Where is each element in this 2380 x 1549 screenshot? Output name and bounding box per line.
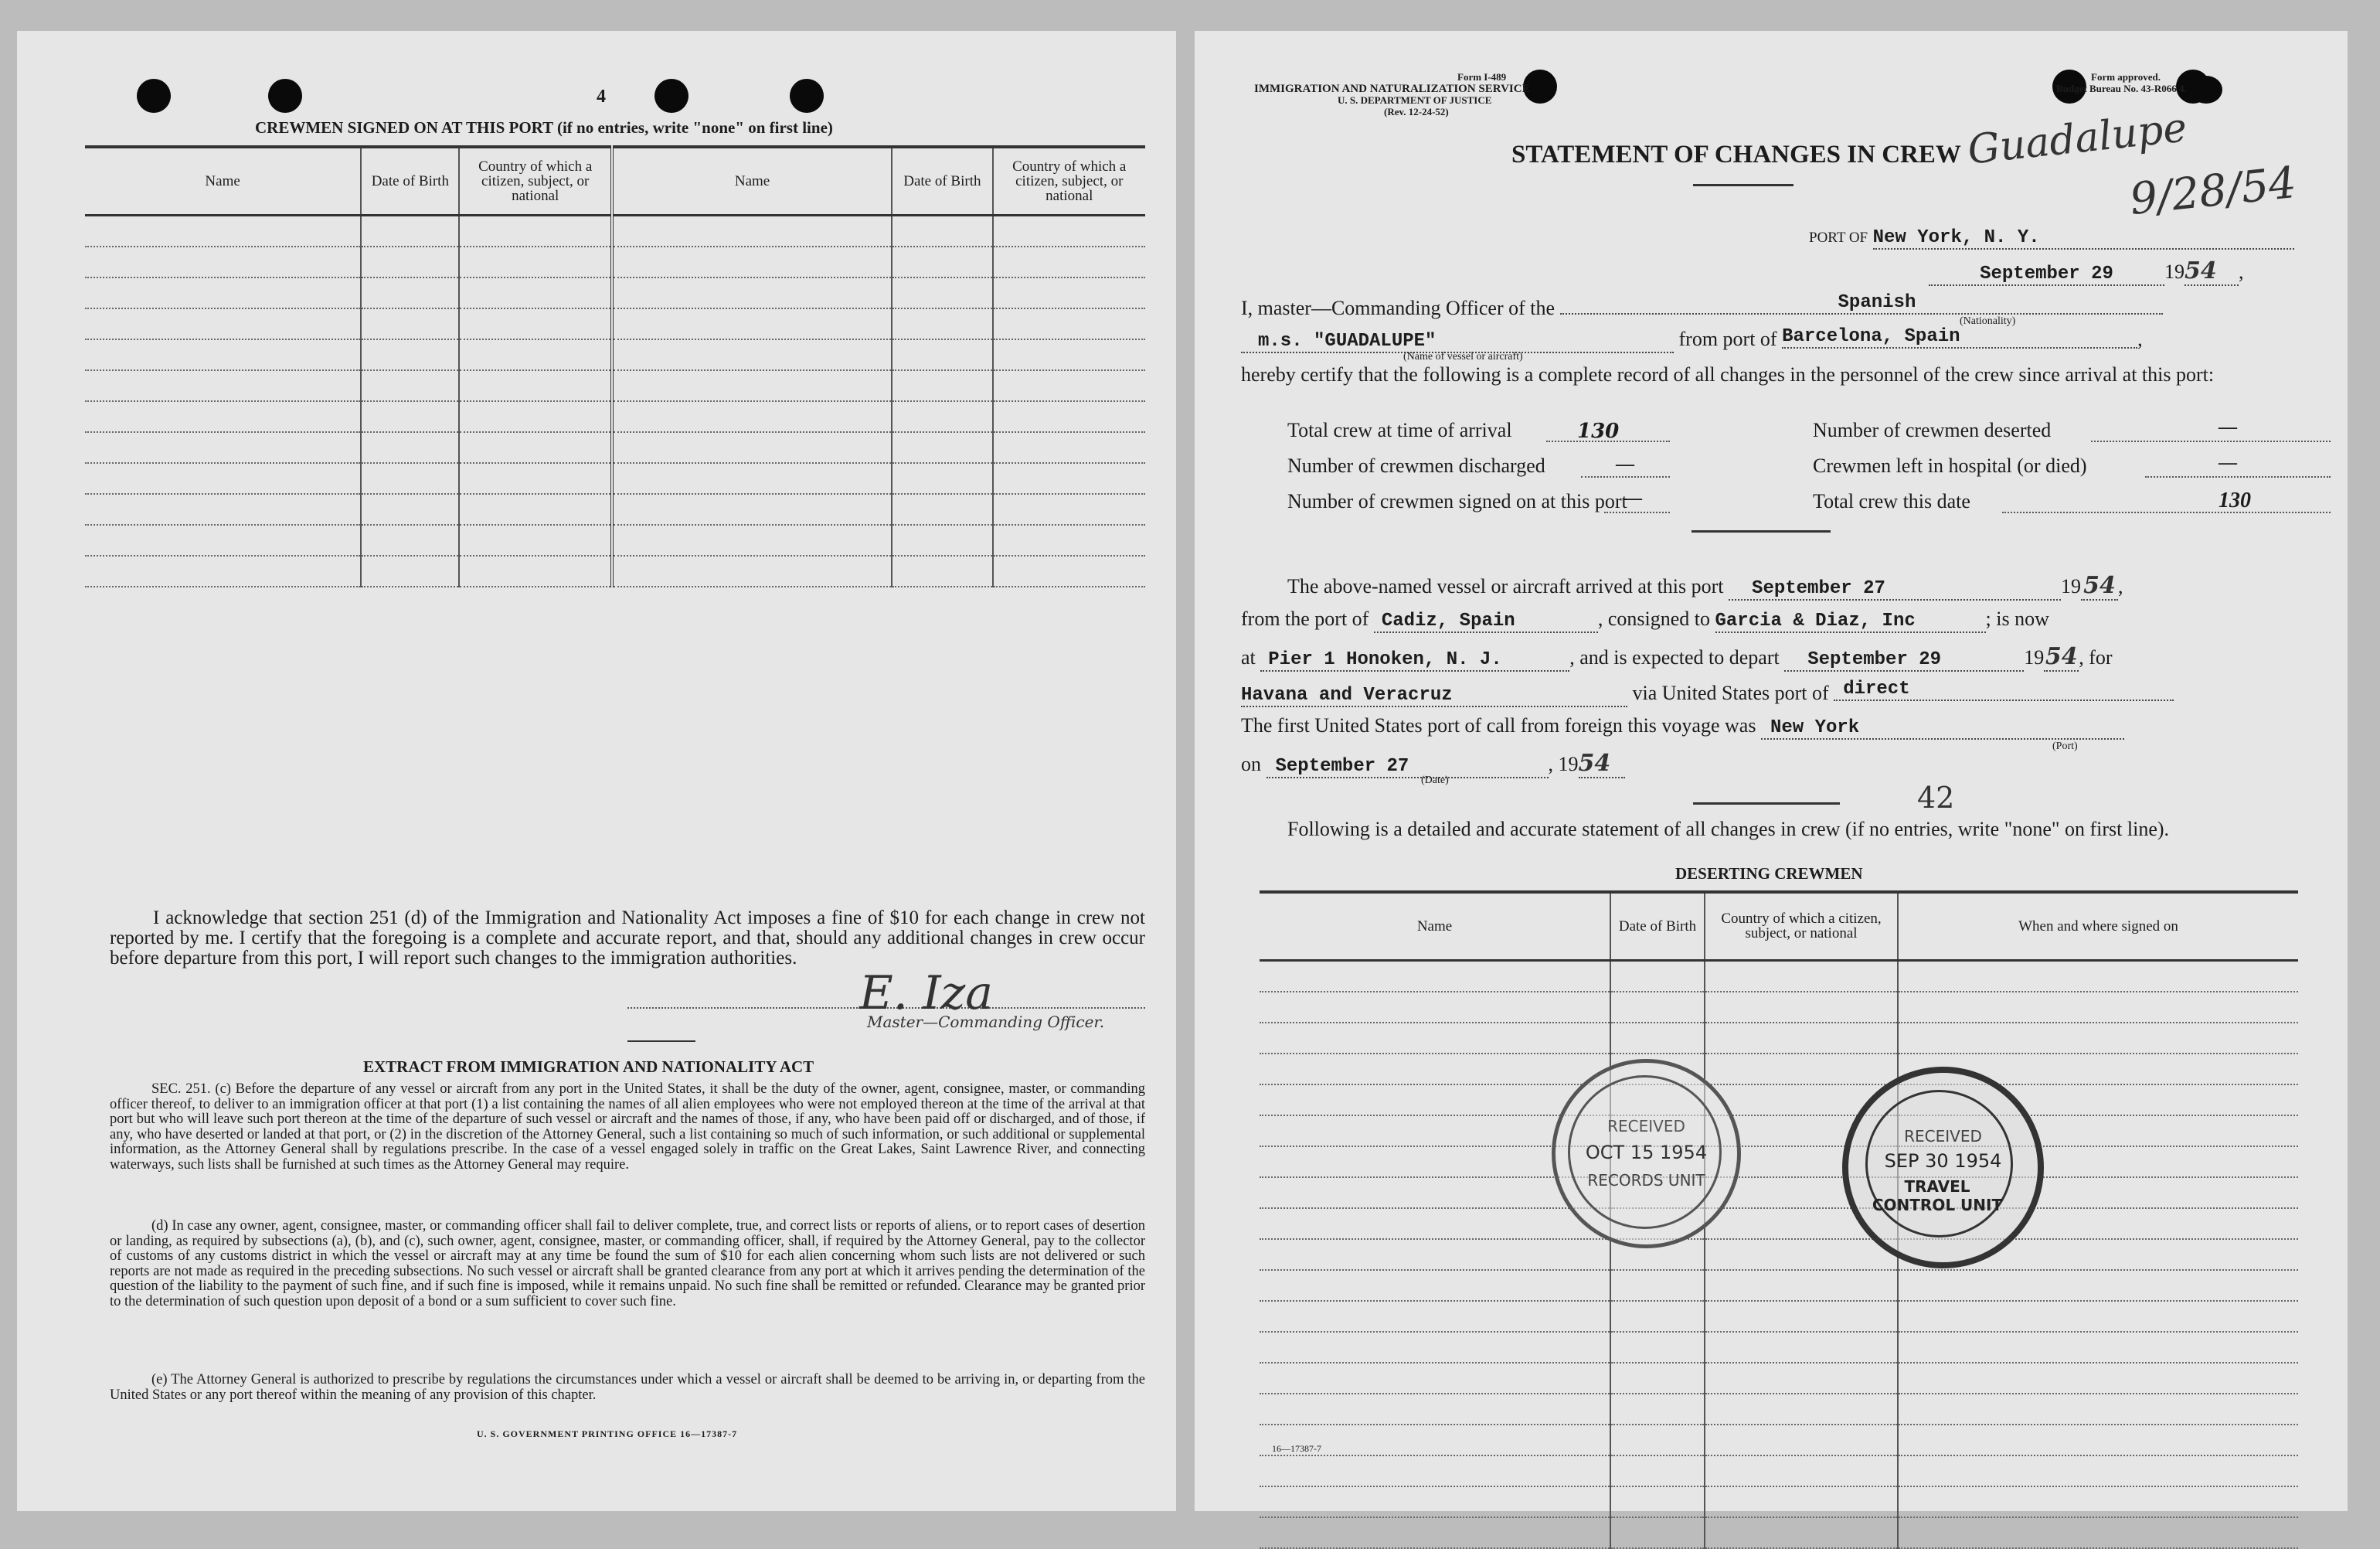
table-cell — [1260, 1517, 1610, 1548]
leader — [2002, 512, 2331, 513]
total-arrival-label: Total crew at time of arrival — [1287, 419, 1512, 441]
stamp-unit: TRAVEL CONTROL UNIT — [1872, 1177, 2003, 1214]
date-caption: (Date) — [1421, 774, 1449, 786]
table-cell — [459, 339, 611, 370]
table-cell — [361, 339, 459, 370]
table-row — [1260, 1023, 2298, 1054]
table-body — [1260, 960, 2298, 1548]
stamp-received: RECEIVED — [1607, 1117, 1685, 1135]
stamp-date: SEP 30 1954 — [1884, 1150, 2002, 1172]
table-row — [1260, 1455, 2298, 1486]
table-cell — [1610, 992, 1705, 1023]
signed-on-value: — — [1624, 489, 1642, 509]
table-row — [85, 339, 1145, 370]
table-cell — [612, 432, 892, 463]
master-text: I, master—Commanding Officer of the — [1241, 297, 1556, 319]
table-cell — [1260, 960, 1610, 992]
table-row — [1260, 1301, 2298, 1332]
punch-hole — [137, 79, 171, 113]
table-cell — [612, 277, 892, 308]
col-country: Country of which a citizen, subject, or national — [993, 147, 1146, 215]
total-date-label: Total crew this date — [1813, 490, 1970, 512]
table-row — [1260, 1146, 2298, 1177]
table-cell — [85, 556, 361, 587]
col-date-of-birth: Date of Birth — [1610, 892, 1705, 960]
table-cell — [1898, 1394, 2298, 1425]
signature: E. Iza — [859, 966, 994, 1020]
table-row — [85, 525, 1145, 556]
leader — [2145, 476, 2331, 478]
table-cell — [85, 247, 361, 277]
form-number: Form I-489 — [1457, 71, 1507, 83]
arrived-text: The above-named vessel or aircraft arrived at this port — [1287, 575, 1724, 597]
page-number: 4 — [597, 87, 606, 107]
agency-line-2: U. S. DEPARTMENT OF JUSTICE — [1338, 94, 1492, 106]
table-cell — [361, 277, 459, 308]
table-cell — [993, 215, 1146, 247]
table-row — [85, 494, 1145, 525]
table-row — [85, 277, 1145, 308]
table-row — [1260, 1425, 2298, 1455]
table-cell — [993, 432, 1146, 463]
table-cell — [361, 308, 459, 339]
table-cell — [1705, 960, 1898, 992]
approval-line-2: Budget Bureau No. 43-R066.4. — [2056, 83, 2187, 94]
destination-value: Havana and Veracruz — [1241, 685, 1627, 707]
table-cell — [1898, 1425, 2298, 1455]
col-country: Country of which a citizen, subject, or national — [1705, 892, 1898, 960]
depart-date: September 29 — [1784, 649, 2024, 672]
table-row — [1260, 1517, 2298, 1548]
table-row — [1260, 1363, 2298, 1394]
table-row — [1260, 1394, 2298, 1425]
table-cell — [459, 432, 611, 463]
table-cell — [1898, 1301, 2298, 1332]
handwritten-date: 9/28/54 — [2127, 157, 2299, 226]
date-year-prefix: 19 — [2164, 260, 2184, 283]
col-name: Name — [85, 147, 361, 215]
table-cell — [85, 401, 361, 432]
extract-title: EXTRACT FROM IMMIGRATION AND NATIONALITY ACT — [363, 1057, 814, 1076]
table-cell — [1610, 1517, 1705, 1548]
total-arrival-value: 130 — [1577, 420, 1620, 443]
table-cell — [892, 432, 992, 463]
table-cell — [612, 339, 892, 370]
extract-section-e: (e) The Attorney General is authorized to prescribe by regulations the circumstances under which a vessel or aircraft shall be deemed to be arriving in, or departing from the United States or any port thereof within the meaning of any provision of this chapter. — [110, 1372, 1145, 1403]
table-cell — [993, 247, 1146, 277]
port-label: PORT OF — [1809, 230, 1868, 246]
table-cell — [1705, 1394, 1898, 1425]
table-cell — [85, 277, 361, 308]
first-year: 54 — [1579, 750, 1625, 778]
travel-control-stamp — [1842, 1067, 2044, 1268]
from-port-value: Barcelona, Spain — [1782, 326, 2137, 349]
table-cell — [1705, 1363, 1898, 1394]
table-cell — [459, 556, 611, 587]
location-value: Pier 1 Honoken, N. J. — [1260, 649, 1569, 672]
table-cell — [361, 247, 459, 277]
table-cell — [1705, 1455, 1898, 1486]
table-row — [1260, 1084, 2298, 1115]
extract-section-d: (d) In case any owner, agent, consignee, master, or commanding officer shall fail to deliver complete, true, and correct lists or reports of aliens, or to report cases of desertion or landing, as required by subsections (a), (b), and (c), such owner, agent, consignee, master, or commanding officer, shall, if required by the Attorney General, pay to the collector of customs of any customs district in which the vessel or aircraft may at any time be found the sum of $10 for each alien concerning whom such lists are not delivered or such reports are not made as required in the preceding subsections. No such vessel or aircraft shall be granted clearance from any port at which it arrives pending the determination of the question of the liability to the payment of such fine, and if such fine is imposed, while it remains unpaid. No such fine shall be remitted or refunded. Clearance may be granted prior to the determination of such question upon deposit of a bond or a sum sufficient to cover such fine. — [110, 1218, 1145, 1309]
col-name: Name — [1260, 892, 1610, 960]
table-cell — [993, 401, 1146, 432]
table-cell — [1610, 1332, 1705, 1363]
table-cell — [459, 463, 611, 494]
table-row — [1260, 1115, 2298, 1146]
stamp-received: RECEIVED — [1904, 1127, 1982, 1146]
first-port-value: New York — [1761, 717, 2124, 740]
handwritten-number: 42 — [1917, 781, 1955, 815]
revision: (Rev. 12-24-52) — [1384, 106, 1449, 117]
leader — [2091, 441, 2331, 442]
table-cell — [993, 339, 1146, 370]
table-cell — [1260, 1332, 1610, 1363]
first-date: September 27 — [1266, 756, 1549, 778]
table-cell — [892, 370, 992, 401]
deserted-value: — — [2218, 417, 2237, 437]
table-cell — [1260, 1363, 1610, 1394]
table-cell — [993, 370, 1146, 401]
col-date-of-birth: Date of Birth — [892, 147, 992, 215]
date-year-suffix: 54 — [2184, 257, 2239, 286]
col-when-where: When and where signed on — [1898, 892, 2298, 960]
table-cell — [85, 370, 361, 401]
table-cell — [1898, 1455, 2298, 1486]
table-cell — [85, 463, 361, 494]
total-date-value: 130 — [2218, 489, 2251, 512]
table-cell — [892, 215, 992, 247]
table-cell — [459, 308, 611, 339]
table-cell — [1705, 992, 1898, 1023]
records-unit-stamp — [1552, 1059, 1741, 1248]
nationality-value: Spanish — [1560, 292, 2163, 315]
leader — [1546, 441, 1670, 442]
table-cell — [612, 556, 892, 587]
nationality-caption: (Nationality) — [1960, 315, 2016, 327]
consignee-value: Garcia & Diaz, Inc — [1715, 611, 1986, 633]
table-cell — [1610, 960, 1705, 992]
table-cell — [1610, 1301, 1705, 1332]
table-cell — [1898, 992, 2298, 1023]
table-cell — [1610, 1023, 1705, 1054]
certify-text: hereby certify that the following is a complete record of all changes in the personnel of the crew since arrival at this port: — [1241, 363, 2215, 386]
port-caption: (Port) — [2052, 740, 2078, 752]
from-port-label: from port of — [1678, 328, 1777, 350]
table-row — [1260, 1239, 2298, 1270]
vessel-value: m.s. "GUADALUPE" — [1241, 331, 1674, 353]
table-row — [1260, 1486, 2298, 1517]
divider — [1693, 802, 1840, 805]
table-cell — [612, 370, 892, 401]
table-cell — [1898, 1270, 2298, 1301]
table-cell — [459, 525, 611, 556]
expected-label: , and is expected to depart — [1569, 646, 1780, 669]
table-cell — [1898, 1332, 2298, 1363]
deserting-crew-table — [1260, 890, 2298, 1549]
table-row — [1260, 1332, 2298, 1363]
punch-hole — [268, 79, 302, 113]
table-cell — [361, 370, 459, 401]
table-body — [85, 215, 1145, 587]
table-cell — [85, 494, 361, 525]
table-row — [85, 463, 1145, 494]
table-cell — [612, 308, 892, 339]
table-row — [1260, 1054, 2298, 1084]
table-cell — [892, 463, 992, 494]
table-cell — [459, 370, 611, 401]
table-cell — [85, 308, 361, 339]
form-title: STATEMENT OF CHANGES IN CREW — [1511, 141, 1961, 169]
table-cell — [1898, 1486, 2298, 1517]
section-title: CREWMEN SIGNED ON AT THIS PORT (if no entries, write "none" on first line) — [255, 118, 833, 137]
acknowledgment-text: I acknowledge that section 251 (d) of the Immigration and Nationality Act imposes a fine of $10 for each change in crew not reported by me. I certify that the foregoing is a complete and accurate report, and that, should any additional changes in crew occur before departure from this port, I will report such changes to the immigration authorities. — [110, 907, 1145, 969]
from-port-of-label: from the port of — [1241, 608, 1369, 630]
discharged-value: — — [1616, 454, 1634, 475]
table-cell — [1705, 1239, 1898, 1270]
table-cell — [892, 308, 992, 339]
table-cell — [1610, 1455, 1705, 1486]
stamp-unit: RECORDS UNIT — [1587, 1171, 1705, 1190]
table-cell — [85, 215, 361, 247]
table-cell — [1260, 1270, 1610, 1301]
divider — [627, 1040, 695, 1042]
table-cell — [892, 525, 992, 556]
table-cell — [1705, 1270, 1898, 1301]
col-date-of-birth: Date of Birth — [361, 147, 459, 215]
table-cell — [612, 401, 892, 432]
table-cell — [1705, 1023, 1898, 1054]
table-cell — [892, 401, 992, 432]
punch-hole — [654, 79, 688, 113]
table-cell — [1610, 1394, 1705, 1425]
discharged-label: Number of crewmen discharged — [1287, 454, 1545, 477]
table-cell — [361, 494, 459, 525]
on-label: on — [1241, 753, 1261, 775]
table-row — [85, 401, 1145, 432]
table-cell — [1260, 1301, 1610, 1332]
col-name: Name — [612, 147, 892, 215]
table-cell — [1898, 960, 2298, 992]
table-cell — [1610, 1363, 1705, 1394]
table-cell — [459, 277, 611, 308]
table-cell — [361, 525, 459, 556]
table-cell — [892, 277, 992, 308]
table-row — [85, 308, 1145, 339]
table-cell — [1705, 1301, 1898, 1332]
table-row — [85, 370, 1145, 401]
table-cell — [612, 525, 892, 556]
table-row — [85, 215, 1145, 247]
deserting-title: DESERTING CREWMEN — [1675, 864, 1863, 883]
table-cell — [1260, 1084, 1610, 1115]
left-page — [17, 31, 1176, 1511]
table-row — [1260, 1177, 2298, 1208]
col-country: Country of which a citizen, subject, or national — [459, 147, 611, 215]
table-cell — [1610, 1270, 1705, 1301]
leader — [1581, 476, 1670, 478]
via-value: direct — [1834, 679, 2174, 701]
for-label: , for — [2079, 646, 2113, 669]
table-cell — [1260, 1208, 1610, 1239]
first-port-text: The first United States port of call from foreign this voyage was — [1241, 714, 1756, 737]
hospital-label: Crewmen left in hospital (or died) — [1813, 454, 2087, 477]
table-cell — [1898, 1363, 2298, 1394]
table-cell — [459, 247, 611, 277]
table-cell — [1705, 1517, 1898, 1548]
table-cell — [1260, 1486, 1610, 1517]
via-label: via United States port of — [1632, 682, 1829, 704]
table-row — [85, 247, 1145, 277]
table-row — [85, 432, 1145, 463]
table-cell — [459, 401, 611, 432]
table-cell — [612, 215, 892, 247]
port-value: New York, N. Y. — [1873, 227, 2294, 250]
from-origin-value: Cadiz, Spain — [1374, 611, 1598, 633]
table-cell — [1705, 1332, 1898, 1363]
table-cell — [993, 494, 1146, 525]
punch-hole — [2190, 76, 2222, 104]
table-cell — [892, 247, 992, 277]
table-cell — [1705, 1486, 1898, 1517]
arrived-date: September 27 — [1729, 578, 2061, 601]
table-cell — [1610, 1425, 1705, 1455]
table-cell — [892, 494, 992, 525]
table-cell — [1705, 1425, 1898, 1455]
table-cell — [85, 339, 361, 370]
arrived-year: 54 — [2081, 572, 2118, 601]
table-cell — [612, 463, 892, 494]
table-cell — [1260, 1394, 1610, 1425]
table-row — [1260, 1270, 2298, 1301]
approval-line-1: Form approved. — [2091, 71, 2161, 83]
table-cell — [85, 432, 361, 463]
at-label: at — [1241, 646, 1256, 669]
leader — [1604, 512, 1670, 513]
table-cell — [1610, 1486, 1705, 1517]
vessel-caption: (Name of vessel or aircraft) — [1403, 351, 1523, 363]
table-cell — [993, 463, 1146, 494]
crew-signed-on-table — [85, 145, 1145, 587]
consigned-label: , consigned to — [1597, 608, 1710, 630]
signature-caption: Master—Commanding Officer. — [867, 1013, 1105, 1031]
punch-hole — [790, 79, 824, 113]
table-cell — [993, 308, 1146, 339]
table-cell — [361, 401, 459, 432]
divider — [1692, 530, 1831, 533]
handwritten-vessel: Guadalupe — [1965, 104, 2189, 174]
table-cell — [892, 339, 992, 370]
table-row — [1260, 1208, 2298, 1239]
table-cell — [892, 556, 992, 587]
table-cell — [612, 247, 892, 277]
footer-code: 16—17387-7 — [1272, 1443, 1321, 1454]
table-cell — [459, 215, 611, 247]
table-cell — [1705, 1054, 1898, 1084]
extract-section-c: SEC. 251. (c) Before the departure of any vessel or aircraft from any port in the United States, it shall be the duty of the owner, agent, consignee, master, or commanding officer thereof, to deliver to an immigration officer at that port (1) a list containing the names of all alien employees who were not employed thereon at the time of the arrival at that port but who will leave such port thereon at the time of the departure of such vessel or aircraft and the names of those, if any, who have been paid off or discharged, and of those, if any, who have deserted or landed at that port, or (2) in the discretion of the Attorney General, such a list containing so much of such information, or such additional or supplemental information, as the Attorney General shall by regulations prescribe. In the case of a vessel engaged solely in traffic on the Great Lakes, Saint Lawrence River, and connecting waterways, such lists shall be furnished at such times as the Attorney General may require. — [110, 1081, 1145, 1173]
table-cell — [361, 463, 459, 494]
table-cell — [1898, 1023, 2298, 1054]
table-cell — [361, 556, 459, 587]
is-now-label: ; is now — [1985, 608, 2049, 630]
deserted-label: Number of crewmen deserted — [1813, 419, 2052, 441]
table-cell — [993, 556, 1146, 587]
agency-line-1: IMMIGRATION AND NATURALIZATION SERVICE — [1254, 83, 1530, 95]
right-page: Form I-489 IMMIGRATION AND NATURALIZATION SERVICE U. S. DEPARTMENT OF JUSTICE (Rev. 12-24-52) Form approved. Budget Bureau No. 43-R066.4. Guadalupe 9/28/54 STATEMENT OF CHANGES IN CREW PORT OF New York, N. Y. September 29 1954 , I, master—Commanding Officer of the Spanish (Nationality) m.s. "GUADALUPE" from port of Barcelona, Spain , (Name of vessel or aircraft) hereby certify that the following is a complete record of all changes in the personnel of the crew since arrival at this port: Total crew at time of arrival 130 Number of crewmen discharged — Number of crewmen signed on at this port — Number of crewmen deserted — Crewmen left in hospital (or died) — Total crew this date 130 The above-named vessel or aircraft arrived at this port September 27 19 54 , from the port of Cadiz, Spain , consigned to Garcia & Diaz, Inc ; is now at Pier 1 Honoken, N. J. , and is expected to depart September 29 1954, for Havana and Veracruz via United States port of direct The first United States port of call from foreign this voyage was New York (Port) on September 27 , 1954 (Date) 42 Following is a detailed and accurate statement of all changes in crew (if no entries, write "none" on first line). DESERTING CREWMEN Name Date of Birth Country of which a citizen, subject, or national When and where signed on RECEIVED OCT 15 1954 RECORDS UNIT RECEIVED SEP 30 1954 TRAVEL CONTROL UNIT 16—17387-7 — [1195, 31, 2348, 1511]
printer-line: U. S. GOVERNMENT PRINTING OFFICE 16—17387-7 — [477, 1428, 738, 1439]
date-month-day: September 29 — [1929, 264, 2164, 286]
table-cell — [361, 215, 459, 247]
table-cell — [361, 432, 459, 463]
table-cell — [993, 525, 1146, 556]
signed-on-label: Number of crewmen signed on at this port — [1287, 490, 1627, 512]
table-cell — [993, 277, 1146, 308]
table-row — [85, 556, 1145, 587]
table-cell — [612, 494, 892, 525]
table-cell — [459, 494, 611, 525]
table-cell — [1898, 1517, 2298, 1548]
stamp-date: OCT 15 1954 — [1585, 1142, 1708, 1163]
table-cell — [1260, 1023, 1610, 1054]
depart-year: 54 — [2045, 643, 2078, 670]
table-cell — [1260, 1239, 1610, 1270]
table-row — [1260, 960, 2298, 992]
table-cell — [1260, 1455, 1610, 1486]
table-cell — [85, 525, 361, 556]
following-text: Following is a detailed and accurate statement of all changes in crew (if no entries, write "none" on first line). — [1287, 818, 2170, 840]
table-row — [1260, 992, 2298, 1023]
table-cell — [1260, 1054, 1610, 1084]
hospital-value: — — [2218, 453, 2237, 473]
table-cell — [1260, 992, 1610, 1023]
title-rule — [1693, 184, 1794, 186]
